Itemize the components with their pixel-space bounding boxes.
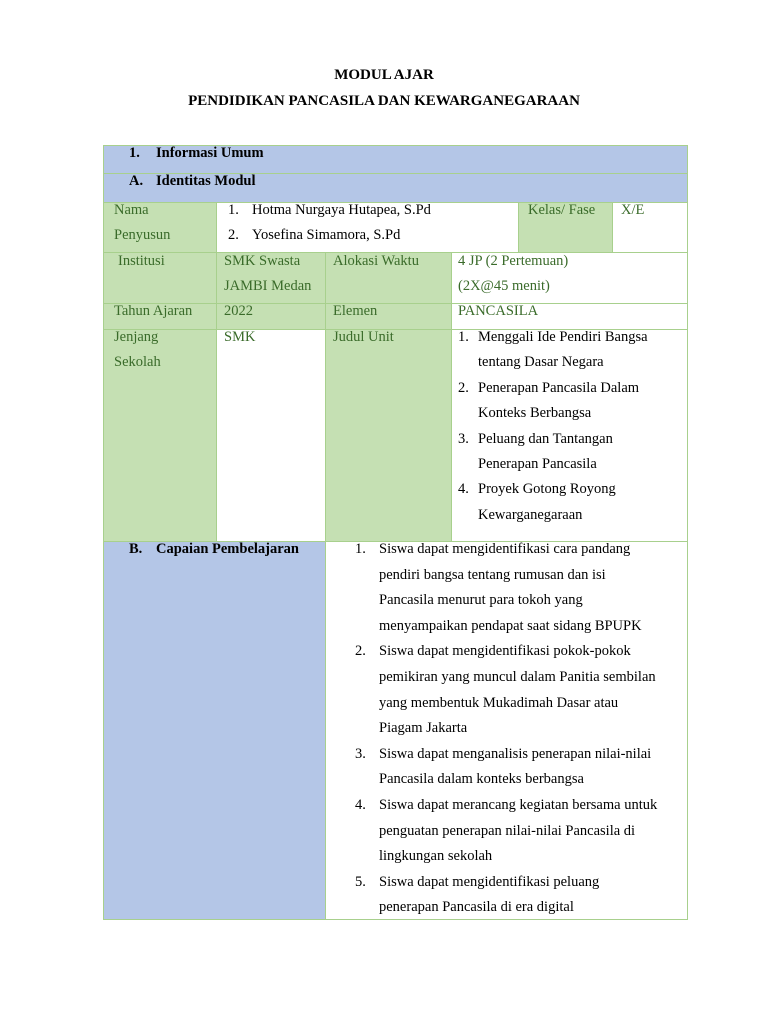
list-text: Menggali Ide Pendiri Bangsa bbox=[478, 329, 648, 345]
list-text: Siswa dapat mengidentifikasi cara pandang bbox=[379, 541, 631, 557]
table-col-line bbox=[451, 252, 452, 541]
list-item bbox=[355, 742, 657, 793]
capaian-list bbox=[355, 537, 657, 921]
list-text: penguatan penerapan nilai-nilai Pancasila di bbox=[379, 822, 636, 839]
list-number: 2. bbox=[228, 227, 239, 243]
list-item bbox=[355, 639, 657, 741]
table-col-line bbox=[612, 202, 613, 252]
table-col-line bbox=[325, 252, 326, 919]
elemen-label: Elemen bbox=[333, 303, 378, 319]
list-text: Siswa dapat mengidentifikasi peluang bbox=[379, 873, 600, 890]
list-text: Pancasila menurut para tokoh yang bbox=[379, 592, 583, 609]
list-item bbox=[355, 870, 657, 921]
list-text: Hotma Nurgaya Hutapea, S.Pd bbox=[252, 202, 431, 218]
judul-unit-label: Judul Unit bbox=[333, 329, 394, 345]
section-b-heading: Capaian Pembelajaran bbox=[156, 541, 299, 557]
list-text: Piagam Jakarta bbox=[379, 720, 468, 737]
list-text: penerapan Pancasila di era digital bbox=[379, 899, 574, 916]
list-number: 2. bbox=[458, 379, 469, 396]
list-text: lingkungan sekolah bbox=[379, 848, 493, 865]
table-border-left bbox=[103, 145, 104, 920]
list-number: 5. bbox=[355, 873, 366, 890]
nama-penyusun-label bbox=[114, 198, 170, 248]
penyusun-list bbox=[228, 198, 431, 248]
list-item bbox=[458, 427, 648, 478]
tahun-ajaran-value: 2022 bbox=[224, 303, 253, 319]
list-item bbox=[355, 537, 657, 639]
list-text: Siswa dapat mengidentifikasi pokok-pokok bbox=[379, 643, 631, 660]
section-a-number: A. bbox=[129, 173, 144, 189]
list-number: 3. bbox=[458, 430, 469, 447]
value-line: (2X@45 menit) bbox=[458, 278, 550, 294]
alokasi-waktu-label: Alokasi Waktu bbox=[333, 253, 419, 269]
list-item bbox=[458, 477, 648, 528]
list-number: 1. bbox=[355, 541, 366, 557]
list-number: 2. bbox=[355, 643, 366, 660]
jenjang-value-bg bbox=[216, 329, 325, 541]
list-number: 1. bbox=[228, 202, 239, 218]
elemen-value: PANCASILA bbox=[458, 303, 539, 319]
institusi-label: Institusi bbox=[118, 253, 165, 269]
label-line: Jenjang bbox=[114, 329, 159, 345]
list-text: Siswa dapat merancang kegiatan bersama untuk bbox=[379, 796, 658, 813]
list-number: 4. bbox=[355, 796, 366, 813]
list-text: Proyek Gotong Royong bbox=[478, 481, 616, 498]
value-line: 4 JP (2 Pertemuan) bbox=[458, 253, 569, 269]
list-item bbox=[458, 325, 648, 376]
judul-unit-label-bg bbox=[325, 329, 451, 541]
list-text: Penerapan Pancasila bbox=[478, 456, 597, 473]
kelas-fase-label: Kelas/ Fase bbox=[528, 202, 596, 218]
judul-unit-list bbox=[458, 325, 648, 528]
list-item bbox=[458, 376, 648, 427]
jenjang-sekolah-label bbox=[114, 325, 161, 375]
list-text: Siswa dapat menganalisis penerapan nilai-nilai bbox=[379, 745, 652, 762]
list-text: yang membentuk Mukadimah Dasar atau bbox=[379, 694, 619, 711]
list-text: Peluang dan Tantangan bbox=[478, 430, 613, 447]
table-col-line bbox=[518, 202, 519, 252]
list-number: 3. bbox=[355, 745, 366, 762]
list-number: 1. bbox=[458, 329, 469, 345]
section-1-number: 1. bbox=[129, 145, 140, 161]
list-text: Yosefina Simamora, S.Pd bbox=[252, 227, 401, 243]
list-text: menyampaikan pendapat saat sidang BPUPK bbox=[379, 617, 642, 634]
institusi-value bbox=[224, 249, 311, 299]
section-1-heading: Informasi Umum bbox=[156, 145, 264, 161]
label-line: Penyusun bbox=[114, 227, 171, 243]
kelas-fase-value: X/E bbox=[621, 202, 645, 218]
list-text: Konteks Berbangsa bbox=[478, 405, 592, 422]
list-text: pendiri bangsa tentang rumusan dan isi bbox=[379, 566, 606, 583]
section-a-heading: Identitas Modul bbox=[156, 173, 256, 189]
tahun-ajaran-label: Tahun Ajaran bbox=[114, 303, 193, 319]
value-line: SMK Swasta bbox=[224, 253, 301, 269]
document-title: MODUL AJAR bbox=[334, 67, 434, 83]
label-line: Nama bbox=[114, 202, 149, 218]
list-item bbox=[355, 793, 657, 870]
list-text: pemikiran yang muncul dalam Panitia sembilan bbox=[379, 668, 656, 685]
list-text: Penerapan Pancasila Dalam bbox=[478, 379, 640, 396]
alokasi-waktu-value bbox=[458, 249, 568, 299]
jenjang-sekolah-value: SMK bbox=[224, 329, 256, 345]
list-text: tentang Dasar Negara bbox=[478, 354, 604, 371]
list-text: Pancasila dalam konteks berbangsa bbox=[379, 771, 584, 788]
section-b-label-bg bbox=[103, 541, 325, 919]
list-text: Kewarganegaraan bbox=[478, 506, 583, 523]
value-line: JAMBI Medan bbox=[224, 278, 312, 294]
table-col-line bbox=[216, 202, 217, 541]
list-number: 4. bbox=[458, 481, 469, 498]
label-line: Sekolah bbox=[114, 354, 161, 370]
table-border-right bbox=[687, 145, 688, 920]
list-item bbox=[228, 198, 431, 223]
document-subtitle: PENDIDIKAN PANCASILA DAN KEWARGANEGARAAN bbox=[188, 93, 580, 109]
section-b-number: B. bbox=[129, 541, 143, 557]
list-item bbox=[228, 223, 431, 248]
